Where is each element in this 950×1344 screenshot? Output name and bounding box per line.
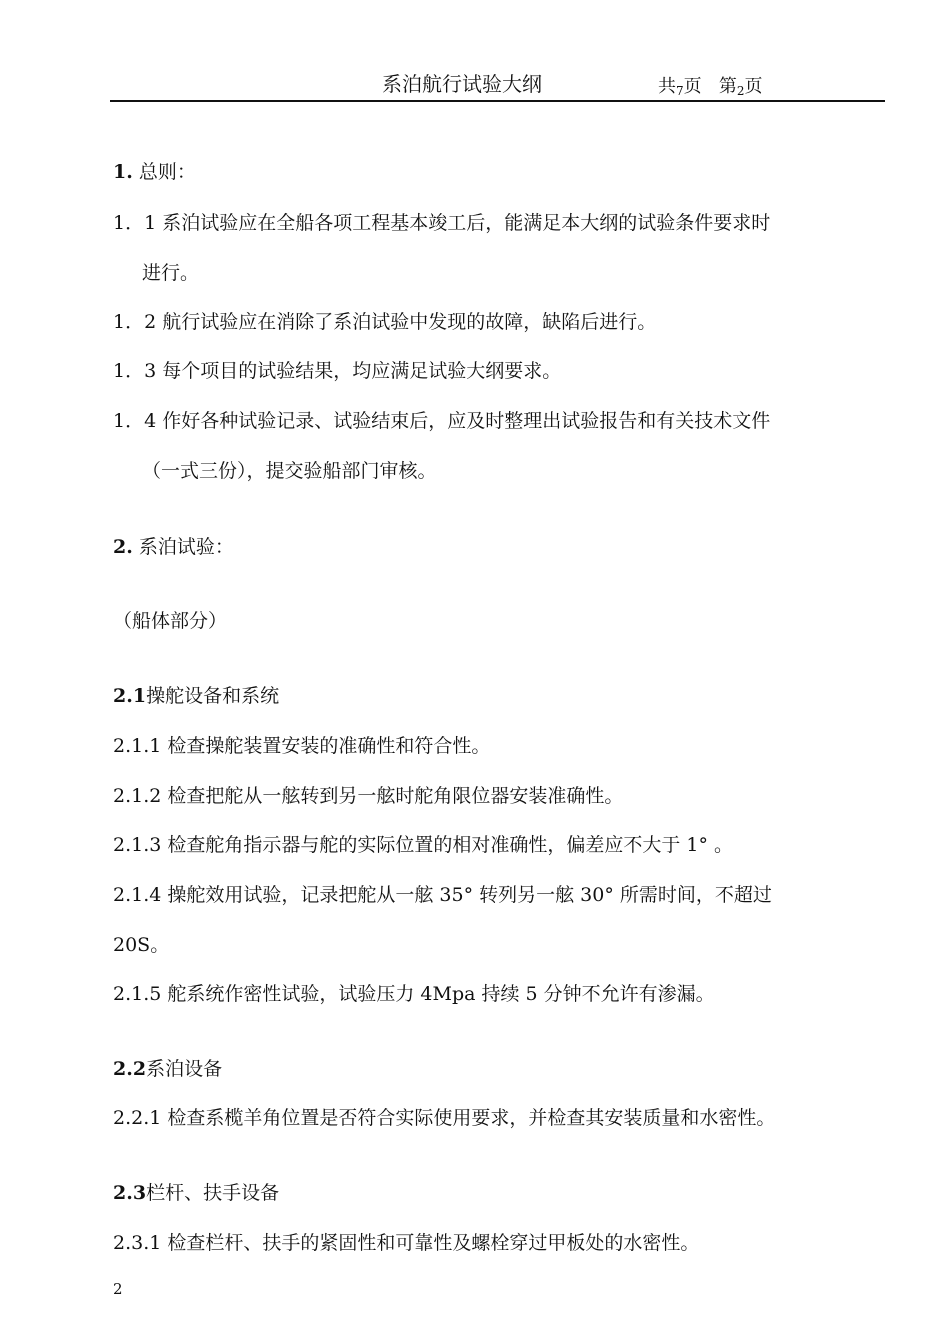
page-prefix: 第 [718, 76, 737, 97]
section-2-2-heading [113, 1054, 222, 1081]
section-number: 2.1 [113, 685, 147, 707]
current-page: 2 [736, 84, 745, 98]
para-2-1-5: 2.1.5 舵系统作密性试验，试验压力 4Mpa 持续 5 分钟不允许有渗漏。 [113, 983, 715, 1005]
section-number: 2. [113, 536, 133, 558]
page-suffix: 页 [744, 76, 763, 97]
section-2-1-heading [113, 681, 279, 708]
section-2-3-heading [113, 1178, 279, 1205]
document-title: 系泊航行试验大纲 [382, 72, 542, 96]
para-1-4-line-1: 1．4 作好各种试验记录、试验结束后，应及时整理出试验报告和有关技术文件 [113, 410, 771, 432]
para-2-3-1: 2.3.1 检查栏杆、扶手的紧固性和可靠性及螺栓穿过甲板处的水密性。 [113, 1232, 700, 1254]
section-number: 2.3 [113, 1182, 147, 1204]
para-1-1-line-2: 进行。 [142, 262, 200, 284]
para-2-1-4-line-1: 2.1.4 操舵效用试验，记录把舵从一舷 35° 转列另一舷 30° 所需时间，不超过 [113, 884, 772, 906]
page-header [110, 62, 885, 102]
para-1-4-line-2: （一式三份），提交验船部门审核。 [142, 460, 437, 482]
para-2-1-4-line-2: 20S。 [113, 934, 170, 956]
total-pages: 7 [676, 84, 684, 98]
footer-page-number: 2 [113, 1280, 123, 1298]
para-2-1-2: 2.1.2 检查把舵从一舷转到另一舷时舵角限位器安装准确性。 [113, 785, 624, 807]
page-count [658, 72, 762, 98]
section-number: 2.2 [113, 1058, 147, 1080]
para-2-2-1: 2.2.1 检查系榄羊角位置是否符合实际使用要求，并检查其安装质量和水密性。 [113, 1107, 776, 1129]
para-2-1-3: 2.1.3 检查舵角指示器与舵的实际位置的相对准确性，偏差应不大于 1° 。 [113, 834, 734, 856]
para-2-1-1: 2.1.1 检查操舵装置安装的准确性和符合性。 [113, 735, 491, 757]
section-title: 系泊设备 [146, 1058, 223, 1080]
section-title: 总则： [138, 161, 196, 183]
para-1-1-line-1: 1．1 系泊试验应在全船各项工程基本竣工后，能满足本大纲的试验条件要求时 [113, 212, 771, 234]
para-1-3: 1．3 每个项目的试验结果，均应满足试验大纲要求。 [113, 360, 562, 382]
para-1-2: 1．2 航行试验应在消除了系泊试验中发现的故障，缺陷后进行。 [113, 311, 657, 333]
section-2-heading [113, 532, 234, 559]
section-title: 系泊试验： [138, 536, 234, 558]
total-prefix: 共 [658, 76, 676, 97]
section-1-heading [113, 157, 196, 184]
total-suffix: 页 [683, 76, 702, 97]
section-number: 1. [113, 161, 133, 183]
section-title: 栏杆、扶手设备 [146, 1182, 280, 1204]
hull-part-note: （船体部分） [113, 610, 228, 632]
section-title: 操舵设备和系统 [146, 685, 280, 707]
